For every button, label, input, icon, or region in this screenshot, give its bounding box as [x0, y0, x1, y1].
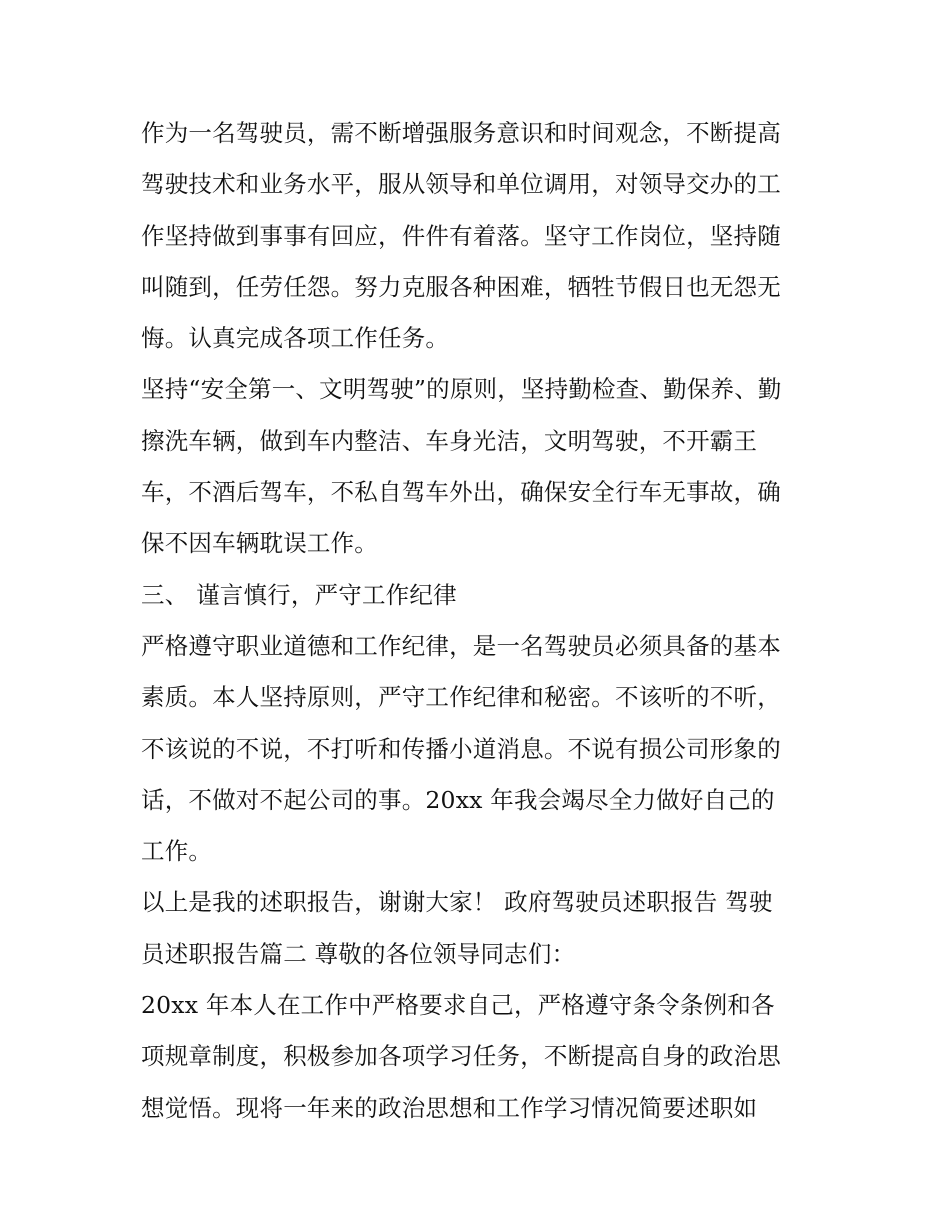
text-line: 严格遵守职业道德和工作纪律，是一名驾驶员必须具备的基本 [141, 631, 781, 660]
text-line: 想觉悟。现将一年来的政治思想和工作学习情况简要述职如 [141, 1093, 758, 1122]
text-line: 叫随到，任劳任怨。努力克服各种困难，牺牲节假日也无怨无 [141, 272, 781, 301]
text-line: 车，不酒后驾车，不私自驾车外出，确保安全行车无事故，确 [141, 478, 781, 507]
text-line: 话，不做对不起公司的事。20xx 年我会竭尽全力做好自己的 [141, 785, 775, 814]
text-line: 作坚持做到事事有回应，件件有着落。坚守工作岗位，坚持随 [141, 221, 781, 250]
text-line: 20xx 年本人在工作中严格要求自己，严格遵守条令条例和各 [141, 991, 775, 1020]
text-line: 工作。 [141, 837, 213, 866]
text-line: 作为一名驾驶员，需不断增强服务意识和时间观念，不断提高 [141, 119, 781, 147]
section-heading: 三、 谨言慎行，严守工作纪律 [141, 580, 457, 609]
text-line: 擦洗车辆，做到车内整洁、车身光洁，文明驾驶，不开霸王 [141, 426, 758, 455]
text-line: 坚持“安全第一、文明驾驶”的原则，坚持勤检查、勤保养、勤 [141, 375, 782, 404]
text-line: 不该说的不说，不打听和传播小道消息。不说有损公司形象的 [141, 734, 781, 763]
document-body [141, 108, 813, 1134]
text-line: 项规章制度，积极参加各项学习任务，不断提高自身的政治思 [141, 1042, 781, 1071]
text-line: 悔。认真完成各项工作任务。 [141, 324, 450, 353]
text-line: 素质。本人坚持原则，严守工作纪律和秘密。不该听的不听， [141, 683, 781, 712]
text-line: 以上是我的述职报告，谢谢大家！ 政府驾驶员述职报告 驾驶 [141, 888, 773, 917]
text-line: 驾驶技术和业务水平，服从领导和单位调用，对领导交办的工 [141, 170, 781, 199]
text-line: 保不因车辆耽误工作。 [141, 529, 378, 558]
text-line: 员述职报告篇二 尊敬的各位领导同志们： [141, 939, 576, 968]
